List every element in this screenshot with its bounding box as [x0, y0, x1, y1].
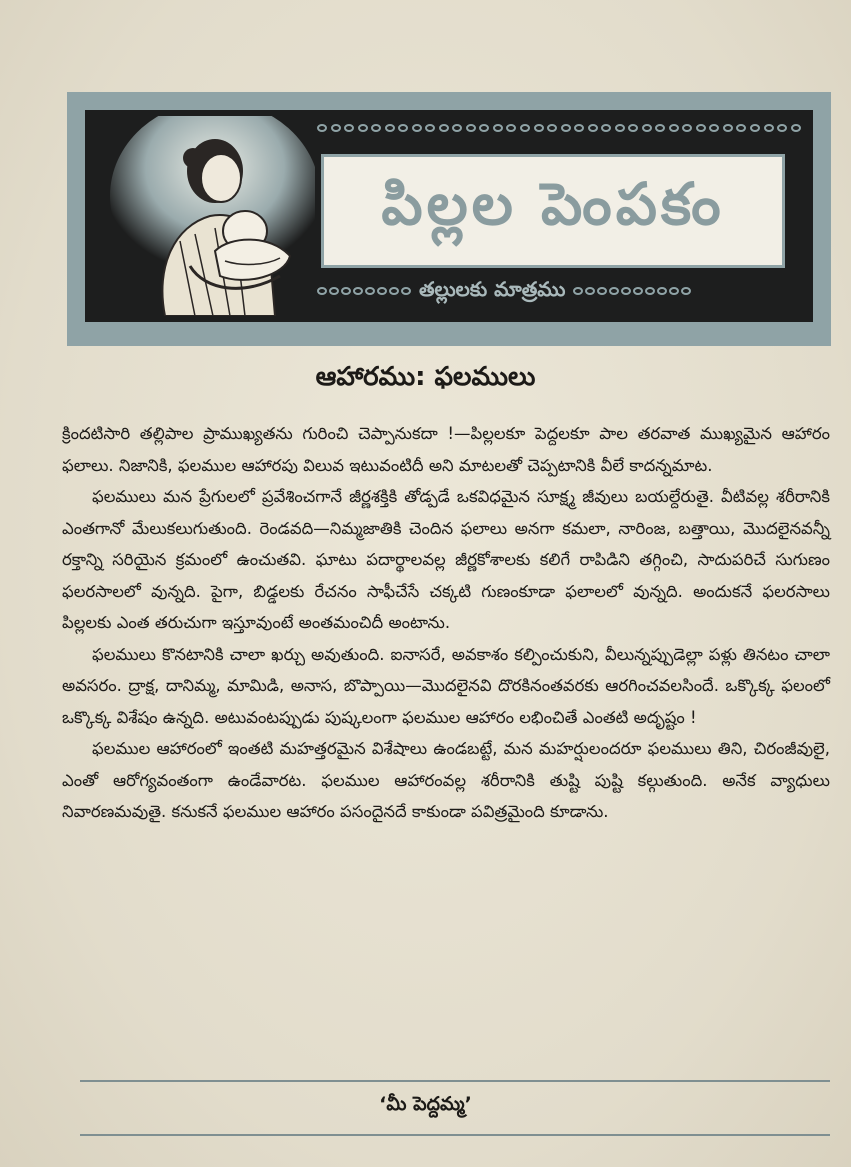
divider-bottom — [80, 1134, 830, 1136]
author-signature: ‘మీ పెద్దమ్మ’ — [379, 1093, 472, 1115]
banner-inner-panel — [85, 110, 813, 322]
paragraph: క్రిందటిసారి తల్లిపాల ప్రాముఖ్యతను గురించి చెప్పానుకదా !—పిల్లలకూ పెద్దలకూ పాల తరవాత ముఖ్యమైన ఆహారం ఫలాలు. నిజానికి, ఫలముల ఆహారపు విలువ ఇటువంటిదీ అని మాటలతో చెప్పటానికి వీలే కాదన్నమాట. — [62, 424, 830, 475]
decorative-ring-border-top — [317, 120, 801, 136]
article-heading: ఆహారము: ఫలములు — [315, 362, 536, 392]
decorative-ring-border-right — [573, 287, 691, 295]
paragraph: ఫలములు కొనటానికి చాలా ఖర్చు అవుతుంది. ఐనాసరే, అవకాశం కల్పించుకుని, వీలున్నప్పుడెల్లా పళ్లు తినటం చాలా అవసరం. ద్రాక్ష, దానిమ్మ, మామిడి, అనాస, బొప్పాయి—మొదలైనవి దొరకినంతవరకు ఆరగించవలసిందే. ఒక్కొక్క ఫలంలో ఒక్కొక్క విశేషం ఉన్నది. అటువంటప్పుడు పుష్కలంగా ఫలముల ఆహారం లభించితే ఎంతటి అదృష్టం ! — [62, 644, 830, 727]
paragraph: ఫలములు మన ప్రేగులలో ప్రవేశించగానే జీర్ణశక్తికి తోడ్పడే ఒకవిధమైన సూక్ష్మ జీవులు బయల్దేరుతై. వీటివల్ల శరీరానికి ఎంతగానో మేలుకలుగుతుంది. రెండవది—నిమ్మజాతికి చెందిన ఫలాలు అనగా కమలా, నారింజ, బత్తాయి, మొదలైనవన్నీ రక్తాన్ని సరియైన క్రమంలో ఉంచుతవి. ఘాటు పదార్థాలవల్ల జీర్ణకోశాలకు కలిగే రాపిడిని తగ్గించి, సాదుపరిచే సుగుణం ఫలరసాలలో వున్నది. పైగా, బిడ్డలకు రేచనం సాఫీచేసే చక్కటి గుణంకూడా ఫలాలలో వున్నది. అందుకనే ఫలరసాలు పిల్లలకు ఎంత తరుచుగా ఇస్తూవుంటే అంతమంచిదీ అంటాను. — [62, 487, 830, 632]
mother-holding-baby-illustration — [95, 116, 315, 316]
title-box — [321, 154, 785, 268]
page-title: పిల్లల పెంపకం — [381, 169, 725, 238]
subtitle-row — [317, 278, 801, 304]
page-subtitle: తల్లులకు మాత్రము — [419, 276, 566, 301]
header-banner — [67, 92, 831, 346]
decorative-ring-border-left — [317, 287, 411, 295]
paragraph: ఫలముల ఆహారంలో ఇంతటి మహత్తరమైన విశేషాలు ఉండబట్టే, మన మహర్షులందరూ ఫలములు తిని, చిరంజీవులై, ఎంతో ఆరోగ్యవంతంగా ఉండేవారట. ఫలముల ఆహారంవల్ల శరీరానికి తుష్టి పుష్టి కల్గుతుంది. అనేక వ్యాధులు నివారణమవుతై. కనుకనే ఫలముల ఆహారం పసందైనదే కాకుండా పవిత్రమైంది కూడాను. — [62, 739, 830, 821]
divider-top — [80, 1080, 830, 1082]
article-body — [62, 418, 830, 828]
